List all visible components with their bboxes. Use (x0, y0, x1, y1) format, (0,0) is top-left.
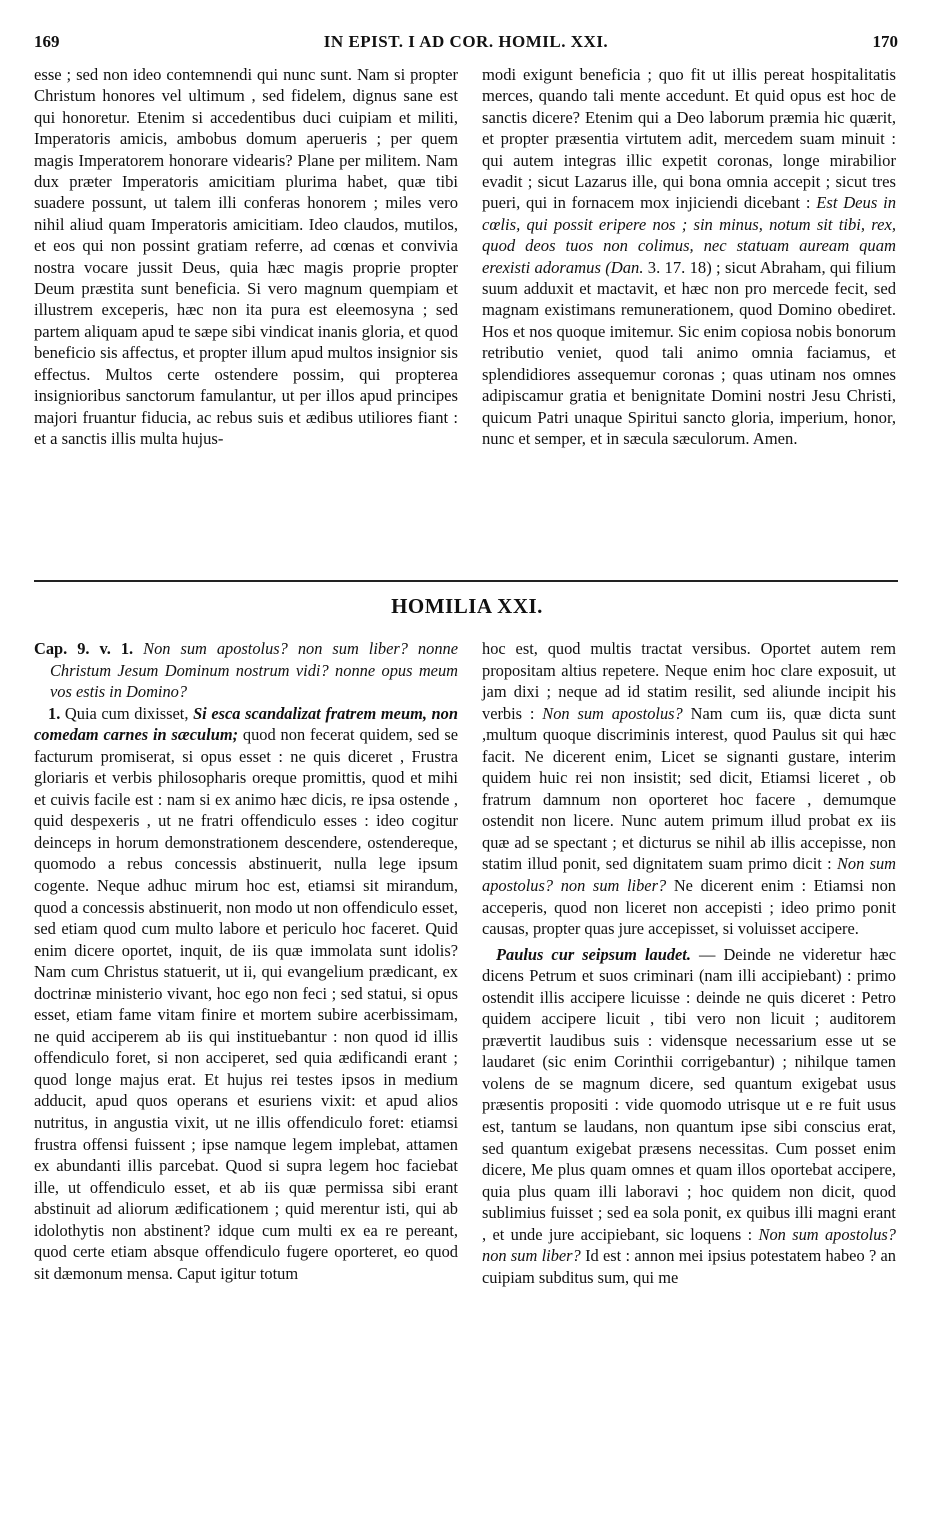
top-right-column (482, 64, 896, 449)
homily-title: HOMILIA XXI. (391, 594, 543, 618)
text-run: Nam cum iis, quæ dicta sunt ,multum quoque discriminis interest, quod Paulus sit qui hæc facit. Ne dicerent enim, Licet se signanti gustare, interim quidem huic rei non insistit; sed dicit, Etiamsi liceret , ob fratrum damnum non oporteret hoc facere , demumque ostendit non licere. Nunc autem primum illud probat ex iis quæ ad se spectant ; et dicturus se nihil ab illis accepisse, non statim illud ponit, sed dignitatem suam primo dicit : (482, 703, 896, 874)
section-number: 1. (48, 703, 61, 723)
text-run: Quia cum dixisset, (64, 703, 189, 723)
running-header (34, 30, 898, 54)
paragraph (482, 944, 896, 1289)
scripture-quote: Non sum apostolus? non sum liber? (482, 854, 896, 896)
bottom-right-column (482, 638, 896, 1288)
paragraph: esse ; sed non ideo contemnendi qui nunc sunt. Nam si propter Christum honores vel ultimum , sed fidelem, dignus sane est qui honoretur. Etenim si accedentibus duci cuipiam et militi, Imperatoris amicis, ambobus domum aperueris ; per quem magis Imperatorem honorare videaris? Plane per militem. Nam dux præter Imperatoris amicitiam plurima habet, quæ tibi suadere possunt, ut talem illi conferas honorem ; miles vero nihil aliud quam Imperatoris amicitiam. Ideo claudos, mutilos, et eos qui non possint gratiam referre, ad cœnas et convivia nostra vocare jussit Deus, quia hæc magis proprie propter Deum præstita sunt beneficia. Si vero magnum quempiam et illustrem exceperis, hæc non ita pura est eleemosyna ; sed partem aliquam apud te sæpe sibi vindicat inanis gloria, et quod beneficio sis affectus, et propter illum apud multos insignior sis effectus. Multos certe ostendere possim, qui propterea insignioribus sanctorum famulantur, ut per illos apud principes majori fruantur fiducia, ac rebus suis et ædibus utiliores fiant : et a sanctis illis multa hujus- (34, 65, 458, 448)
text-run: Ne dicerent enim : Etiamsi non acceperis, quod non liceret non accepisti ; ideo primo ponit causas, propter quas jure accepisset, si voluisset accipere. (482, 876, 896, 939)
chapter-label: Cap. 9. v. 1. (34, 639, 134, 658)
scripture-quote: Non sum apostolus? (542, 703, 683, 723)
text-run: ; sicut Abraham, qui filium suum adduxit et mactavit, et hæc non pro mercede fecit, sed magnam existimans remunerationem, quod Domino obediret. Hos et nos quoque imitemur. Sic enim copiosa nobis bonorum retributio veniet, quod tali animo omnia faciamus, et splendidiores assequemur coronas ; quas utinam nos omnes adipiscamur gratia et benignitate Domini nostri Jesu Christi, quicum Patri unaque Spiritui sancto gloria, imperium, honor, nunc et semper, et in sæcula sæculorum. Amen. (482, 257, 896, 448)
text-run: Id est : annon mei ipsius potestatem habeo ? an cuipiam subditus sum, qui me (482, 1246, 896, 1287)
scripture-quote: Non sum apostolus? non sum liber? (482, 1224, 896, 1266)
scripture-reference: 3. 17. 18) (647, 257, 712, 277)
text-run: hoc est, quod multis tractat versibus. Oportet autem rem propositam altius repetere. Neque enim hoc clare exposuit, ut jam dixi ; neque ad id statim resilit, sed aliunde incipit his verbis : (482, 639, 896, 723)
scripture-quote: Est Deus in cœlis, qui possit eripere nos ; sin minus, notum sit tibi, rex, quod deos tuos non colimus, nec statuam auream quam erexisti adoramus (Dan. (482, 193, 896, 277)
text-run: quod non fecerat quidem, sed se facturum promiserat, si opus esset : ne quis diceret , Frustra gloriaris et verbis philosopharis oreque promittis, quod et mihi et cuivis facile est : nam si ex animo hæc dicis, re ipsa ostende , quid despexeris , ut ne fratri offendiculo esses : ideo cogitur deinceps in horum demonstrationem descendere, ostendereque, quomodo a rebus concessis abstinuerit, nulla lege ipsum cogente. Neque adhuc mirum hoc est, etiamsi sit mirandum, quod a concessis abstinuerit, non modo ut non offendiculo esset, sed etiam quod cum multo labore et periculo hoc faceret. Quid enim dicere oportet, inquit, de iis quæ immolata sunt idolis? Nam cum Christus statuerit, ut ii, qui evangelium prædicant, ex doctrinæ ministerio vivant, hoc ego non feci ; sed statui, si opus esset, etiam fame vitam finire et mortem subire acerbissimam, ne quid acciperem ab iis qui instituebantur : non quod id illis offendiculo foret, si non acciperet, sed quia ædificandi erant ; quod longe majus erat. Et hujus rei testes ipsos in medium adducit, apud quos operans et esuriens vixit: et apud alios nutritus, in angustia vixit, ut ne illis offendiculo foret: etiamsi frustra offensi fuissent ; ipse namque legem implebat, attamen ex abundanti illis parcebat. Quod si supra legem hoc faciebat ille, ut offendiculo esset, et ab iis quæ permissa sibi erant abstinuit ad aliorum ædificationem ; quid merentur isti, qui ab idolothytis non abstinent? idque cum multi ex ea re pereant, quod certe etiam absque offendiculo fugere oporteret, eo quod sit dæmonum mensa. Caput igitur totum (34, 725, 458, 1283)
top-left-column (34, 64, 458, 449)
scripture-quote: Si esca scandalizat fratrem meum, non comedam carnes in sæculum; (34, 703, 458, 745)
paragraph (482, 638, 896, 940)
chapter-verse-heading (34, 638, 458, 703)
paragraph (34, 703, 458, 1285)
bottom-left-column (34, 638, 458, 1284)
verse-text: Non sum apostolus? non sum liber? nonne Christum Jesum Dominum nostrum vidi? nonne opus meum vos estis in Domino? (50, 639, 458, 702)
marginal-subheading: Paulus cur seipsum laudet. (496, 944, 691, 964)
section-divider (34, 580, 898, 582)
page-number-right: 170 (872, 32, 898, 51)
text-run: — Deinde ne videretur hæc dicens Petrum et suos criminari (nam illi accipiebant) : primo ostendit illis accipere licuisse : deinde ne quis diceret : Petro quidem accipere licuit , tibi vero non licuit ; auditorem prævertit laudibus suis : vidensque necessarium esse ut se laudaret (sic enim Corinthii corrigebantur) ; nihilque tamen volens de se magnum dicere, sed quantum exigebat usus præsentis propositi : vide quomodo utrisque ut e re fuit usus est, tantum se laudans, non quantum ipse sibi conscius erat, sed quantum exigebat præsens necessitas. Cum posset enim dicere, Me plus quam omnes et quam illos oportebat accipere, quia plus quam illi laboravi ; hoc quidem non dicit, quod sublimius fuisset ; sed ea sola ponit, ex quibus illi magni erant , et unde jure accipiebant, sic loquens : (482, 944, 896, 1244)
paragraph (482, 64, 896, 449)
page-number-left: 169 (34, 32, 60, 51)
running-title: IN EPIST. I AD COR. HOMIL. XXI. (323, 32, 609, 51)
text-run: modi exigunt beneficia ; quo fit ut illis pereat hospitalitatis merces, quando tali mente accedunt. Et quid opus est hoc de sanctis dicere? Etenim qui a Deo laborum præmia hic quærit, et propter præsentia virtutem adit, mercedem suam minuit : qui autem integras illic expetit coronas, longe mirabilior evadit ; sicut Lazarus ille, qui bona omnia accepit ; sicut tres pueri, qui in fornacem mox injiciendi dicebant : (482, 65, 896, 213)
